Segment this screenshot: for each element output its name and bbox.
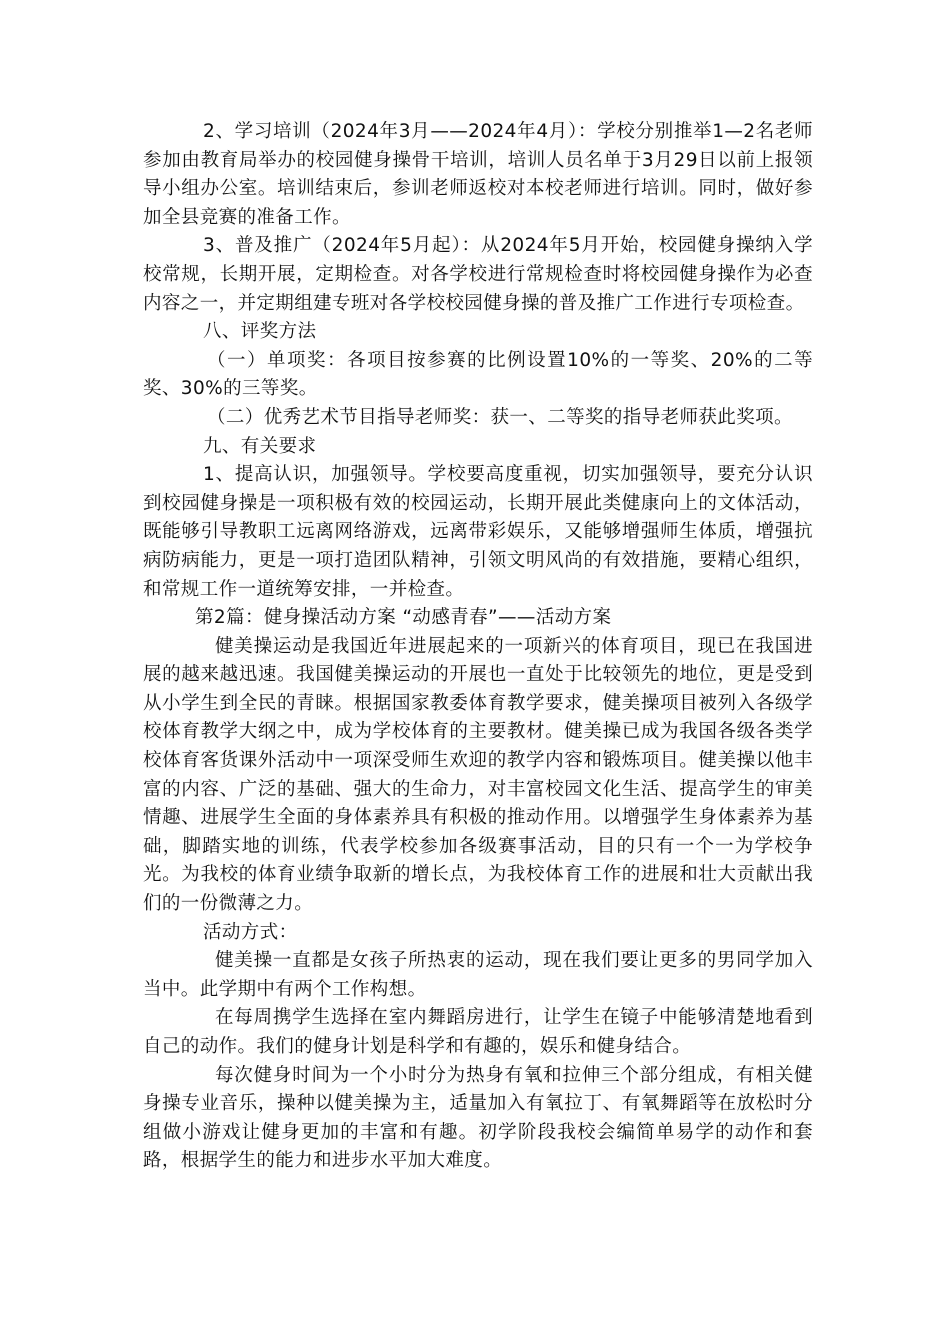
paragraph-leadership: 1、提高认识，加强领导。学校要高度重视，切实加强领导，要充分认识到校园健身操是一项积极有效的校园运动，长期开展此类健康向上的文体活动，既能够引导教职工远离网络游戏，远离带彩娱乐，又能够增强师生体质，增强抗病防病能力，更是一项打造团队精神，引领文明风尚的有效措施，要精心组织，和常规工作一道统筹安排，一并检查。 xyxy=(143,464,813,600)
heading-award-method: 八、评奖方法 xyxy=(203,321,317,343)
paragraph-promotion: 3、普及推广（2024年5月起）：从2024年5月开始，校园健身操纳入学校常规，长期开展，定期检查。对各学校进行常规检查时将校园健身操作为必查内容之一，并定期组建专班对各学校校园健身操的普及推广工作进行专项检查。 xyxy=(143,235,813,314)
paragraph-activity-3: 每次健身时间为一个小时分为热身有氧和拉伸三个部分组成，有相关健身操专业音乐，操种以健美操为主，适量加入有氧拉丁、有氧舞蹈等在放松时分组做小游戏让健身更加的丰富和有趣。初学阶段我校会编简单易学的动作和套路，根据学生的能力和进步水平加大难度。 xyxy=(143,1064,813,1172)
paragraph-teacher-award: （二）优秀艺术节目指导老师奖：获一、二等奖的指导老师获此奖项。 xyxy=(207,406,793,428)
heading-requirements: 九、有关要求 xyxy=(203,435,317,457)
paragraph-single-award: （一）单项奖：各项目按参赛的比例设置10%的一等奖、20%的二等奖、30%的三等奖。 xyxy=(143,349,813,400)
paragraph-aerobics-intro: 健美操运动是我国近年进展起来的一项新兴的体育项目，现已在我国进展的越来越迅速。我国健美操运动的开展也一直处于比较领先的地位，更是受到从小学生到全民的青睐。根据国家教委体育教学要求，健美操项目被列入各级学校体育教学大纲之中，成为学校体育的主要教材。健美操已成为我国各级各类学校体育客货课外活动中一项深受师生欢迎的教学内容和锻炼项目。健美操以他丰富的内容、广泛的基础、强大的生命力，对丰富校园文化生活、提高学生的审美情趣、进展学生全面的身体素养具有积极的推动作用。以增强学生身体素养为基础，脚踏实地的训练，代表学校参加各级赛事活动，目的只有一个一为学校争光。为我校的体育业绩争取新的增长点，为我校体育工作的进展和壮大贡献出我们的一份微薄之力。 xyxy=(143,635,813,915)
heading-article-2: 第2篇：健身操活动方案 “动感青春”——活动方案 xyxy=(195,607,612,629)
paragraph-training: 2、学习培训（2024年3月——2024年4月）：学校分别推举1—2名老师参加由教育局举办的校园健身操骨干培训，培训人员名单于3月29日以前上报领导小组办公室。培训结束后，参训老师返校对本校老师进行培训。同时，做好参加全县竞赛的准备工作。 xyxy=(143,121,813,228)
document-body xyxy=(143,118,813,1176)
paragraph-activity-2: 在每周携学生选择在室内舞蹈房进行，让学生在镜子中能够清楚地看到自己的动作。我们的健身计划是科学和有趣的，娱乐和健身结合。 xyxy=(143,1007,813,1057)
heading-activity-method: 活动方式： xyxy=(203,921,298,943)
paragraph-activity-1: 健美操一直都是女孩子所热衷的运动，现在我们要让更多的男同学加入当中。此学期中有两个工作构想。 xyxy=(143,950,813,1000)
